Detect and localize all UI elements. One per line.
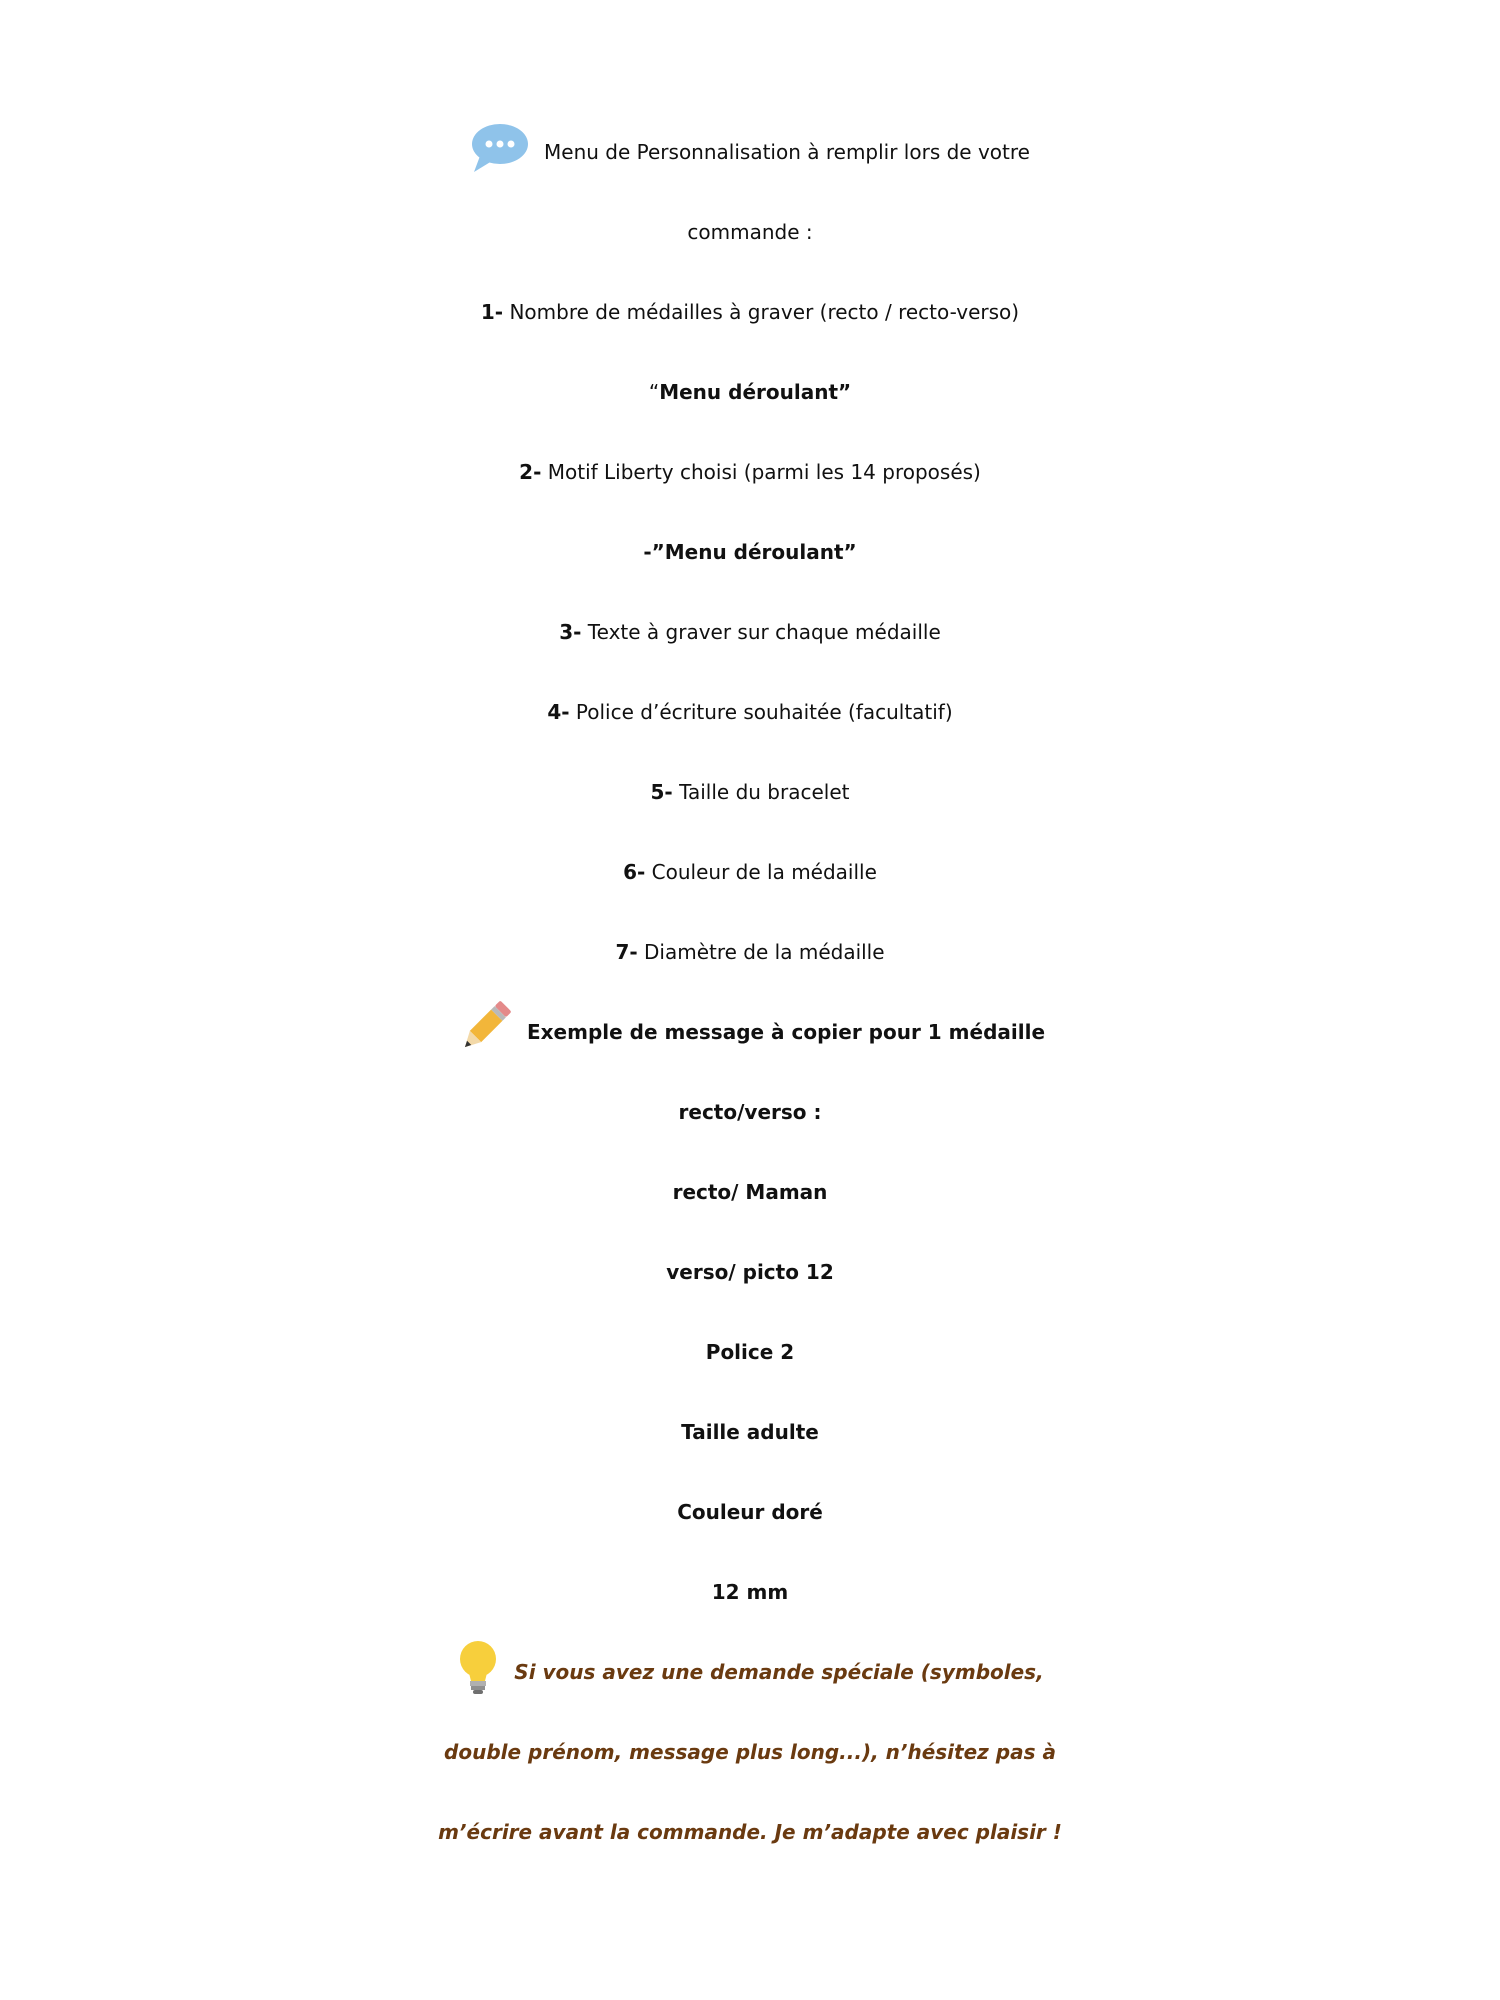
- list-item: [0, 592, 1500, 672]
- example-line: verso/ picto 12: [666, 1260, 834, 1284]
- example-line: 12 mm: [711, 1580, 789, 1604]
- dropdown-note-1: [0, 352, 1500, 432]
- header-line-1: [0, 112, 1500, 192]
- example-title-line-2: recto/verso :: [678, 1100, 822, 1124]
- example-line: Couleur doré: [677, 1500, 823, 1524]
- open-quote: “: [648, 380, 660, 404]
- list-item: [0, 752, 1500, 832]
- header-title: Menu de Personnalisation à remplir lors de votre: [544, 140, 1030, 164]
- example-line: Police 2: [705, 1340, 795, 1364]
- list-item: [0, 912, 1500, 992]
- example-title: Exemple de message à copier pour 1 médaille: [526, 1020, 1046, 1044]
- example-line: Taille adulte: [681, 1420, 819, 1444]
- list-item: [0, 832, 1500, 912]
- item-number: 3-: [559, 620, 582, 644]
- item-number: 1-: [480, 300, 504, 324]
- item-text: Diamètre de la médaille: [644, 940, 885, 964]
- item-text: Couleur de la médaille: [651, 860, 877, 884]
- note-line-2: double prénom, message plus long...), n’hésitez pas à: [444, 1740, 1056, 1764]
- list-item: [0, 432, 1500, 512]
- note-line-1: [0, 1632, 1500, 1712]
- example-line: recto/ Maman: [672, 1180, 828, 1204]
- dropdown-note-2: -”Menu déroulant”: [643, 540, 857, 564]
- item-text: Texte à graver sur chaque médaille: [587, 620, 941, 644]
- example-title-line-1: [0, 992, 1500, 1072]
- item-text: Taille du bracelet: [679, 780, 850, 804]
- item-number: 7-: [615, 940, 638, 964]
- item-number: 5-: [650, 780, 673, 804]
- dropdown-label: Menu déroulant”: [659, 380, 852, 404]
- item-text: Nombre de médailles à graver (recto / recto-verso): [509, 300, 1020, 324]
- item-number: 4-: [547, 700, 570, 724]
- item-number: 6-: [623, 860, 646, 884]
- lightbulb-icon: [456, 1639, 500, 1697]
- list-item: [0, 272, 1500, 352]
- speech-bubble-icon: [470, 122, 530, 174]
- item-text: Motif Liberty choisi (parmi les 14 proposés): [547, 460, 981, 484]
- header-line-2: commande :: [687, 220, 813, 244]
- list-item: [0, 672, 1500, 752]
- note-line-3: m’écrire avant la commande. Je m’adapte avec plaisir !: [438, 1820, 1062, 1844]
- item-number: 2-: [519, 460, 542, 484]
- pencil-icon: [455, 999, 513, 1057]
- item-text: Police d’écriture souhaitée (facultatif): [575, 700, 953, 724]
- note-text: Si vous avez une demande spéciale (symboles,: [514, 1660, 1044, 1684]
